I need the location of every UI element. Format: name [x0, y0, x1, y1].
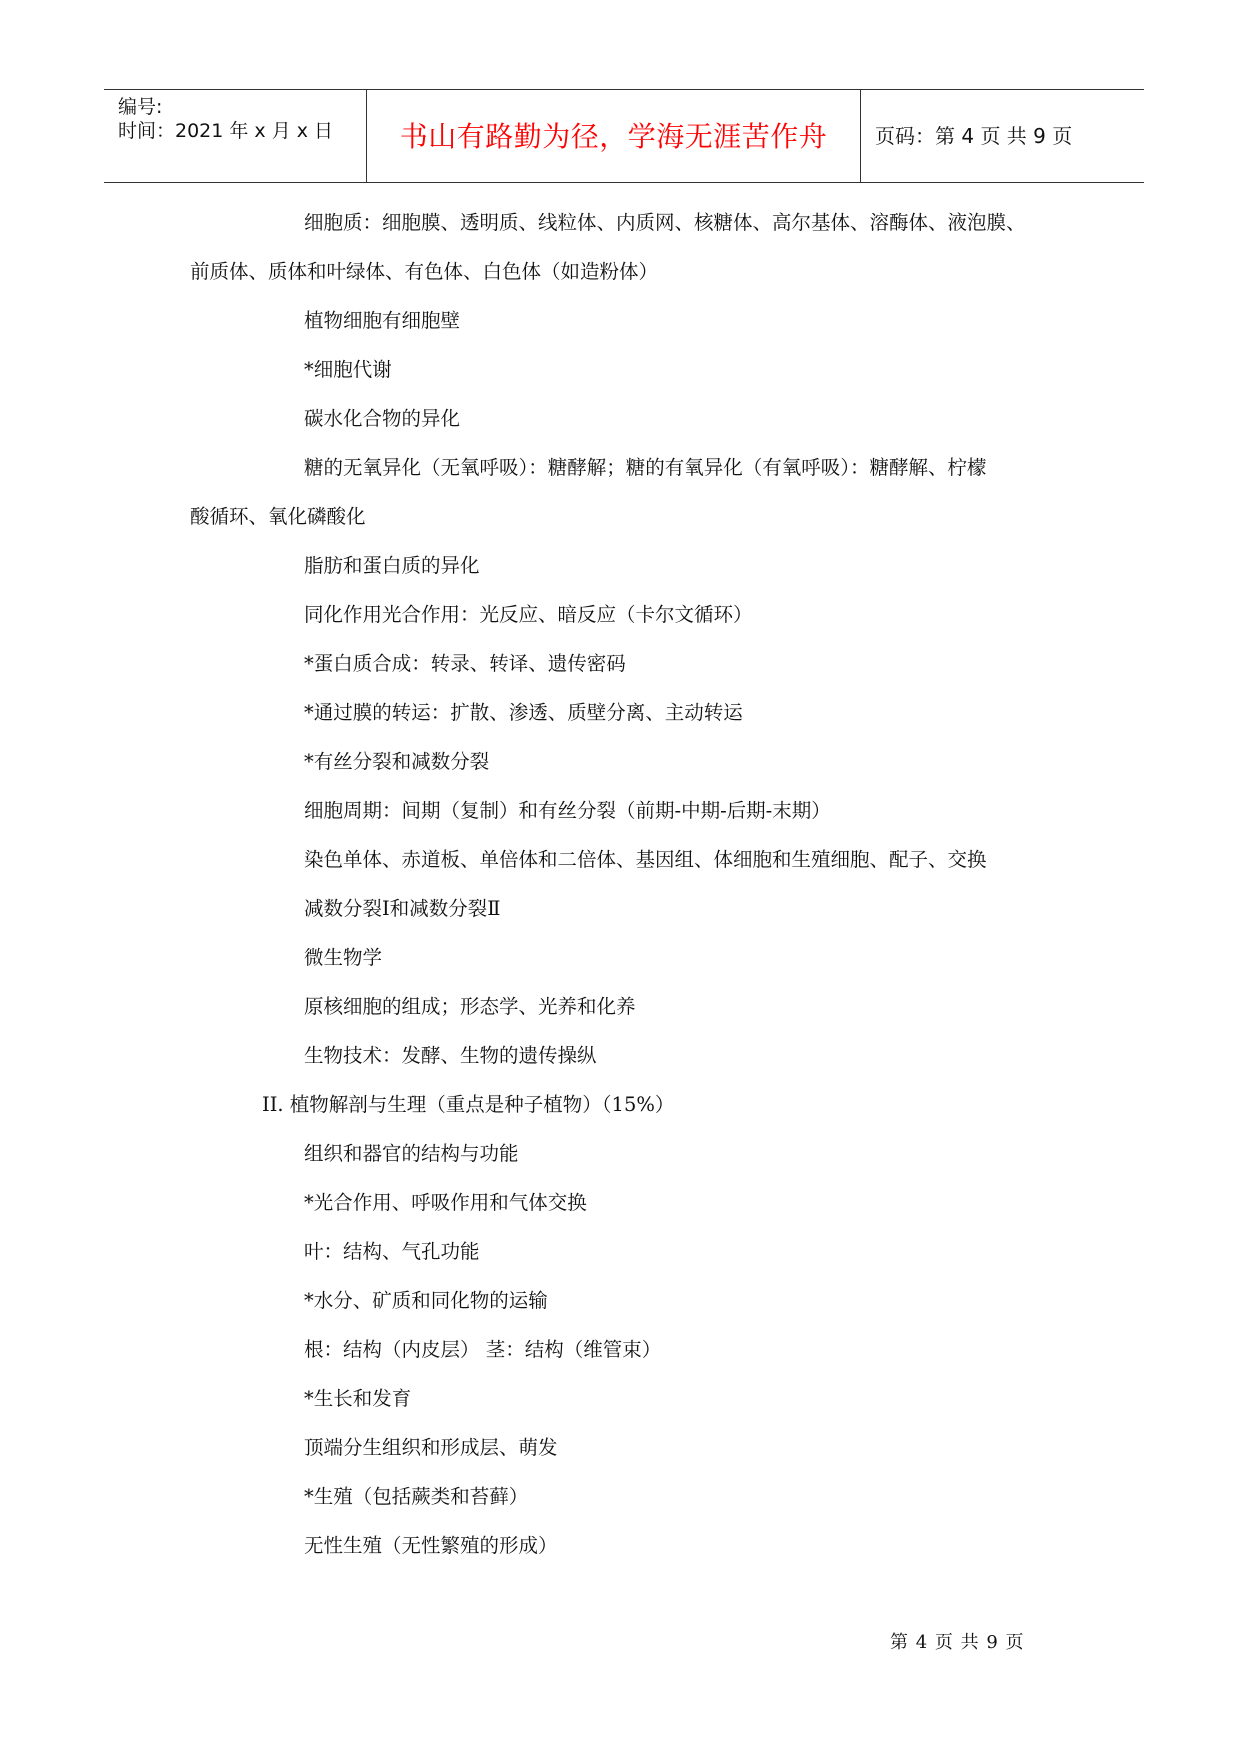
- header-middle-cell: [367, 90, 861, 182]
- body-line: 碳水化合物的异化: [304, 407, 461, 430]
- body-line: *有丝分裂和减数分裂: [304, 750, 490, 773]
- page-header: [104, 89, 1144, 183]
- body-line: 染色单体、赤道板、单倍体和二倍体、基因组、体细胞和生殖细胞、配子、交换: [304, 848, 987, 871]
- header-motto: 书山有路勤为径，学海无涯苦作舟: [399, 120, 828, 153]
- body-line: 无性生殖（无性繁殖的形成）: [304, 1534, 558, 1557]
- body-line: 酸循环、氧化磷酸化: [190, 505, 366, 528]
- header-right-cell: [861, 90, 1144, 182]
- body-line: *细胞代谢: [304, 358, 392, 381]
- body-line: 叶：结构、气孔功能: [304, 1240, 480, 1263]
- body-line: 脂肪和蛋白质的异化: [304, 554, 480, 577]
- body-line: *水分、矿质和同化物的运输: [304, 1289, 548, 1312]
- section-heading: II. 植物解剖与生理（重点是种子植物）（15%）: [262, 1093, 675, 1116]
- document-code-label: 编号:: [118, 96, 163, 118]
- body-line: 细胞周期：间期（复制）和有丝分裂（前期-中期-后期-末期）: [304, 799, 831, 822]
- body-line: *生殖（包括蕨类和苔藓）: [304, 1485, 529, 1508]
- body-line: 植物细胞有细胞壁: [304, 309, 461, 332]
- body-line: 组织和器官的结构与功能: [304, 1142, 519, 1165]
- body-line: *光合作用、呼吸作用和气体交换: [304, 1191, 587, 1214]
- body-line: 减数分裂Ⅰ和减数分裂Ⅱ: [304, 897, 501, 920]
- body-line: *蛋白质合成：转录、转译、遗传密码: [304, 652, 626, 675]
- document-date: 时间：2021 年 x 月 x 日: [118, 120, 334, 142]
- body-line: 前质体、质体和叶绿体、有色体、白色体（如造粉体）: [190, 260, 659, 283]
- body-line: 生物技术：发酵、生物的遗传操纵: [304, 1044, 597, 1067]
- body-line: 微生物学: [304, 946, 383, 969]
- header-left-cell: [104, 90, 367, 182]
- body-line: 根：结构（内皮层） 茎：结构（维管束）: [304, 1338, 662, 1361]
- body-line: 细胞质：细胞膜、透明质、线粒体、内质网、核糖体、高尔基体、溶酶体、液泡膜、: [304, 211, 1026, 234]
- body-line: *生长和发育: [304, 1387, 412, 1410]
- body-line: 原核细胞的组成；形态学、光养和化养: [304, 995, 636, 1018]
- body-line: 顶端分生组织和形成层、萌发: [304, 1436, 558, 1459]
- header-page-number: 页码：第 4 页 共 9 页: [875, 124, 1073, 148]
- body-line: *通过膜的转运：扩散、渗透、质壁分离、主动转运: [304, 701, 743, 724]
- body-line: 同化作用光合作用：光反应、暗反应（卡尔文循环）: [304, 603, 753, 626]
- page-footer-number: 第 4 页 共 9 页: [890, 1632, 1025, 1653]
- body-line: 糖的无氧异化（无氧呼吸）：糖酵解；糖的有氧异化（有氧呼吸）：糖酵解、柠檬: [304, 456, 987, 479]
